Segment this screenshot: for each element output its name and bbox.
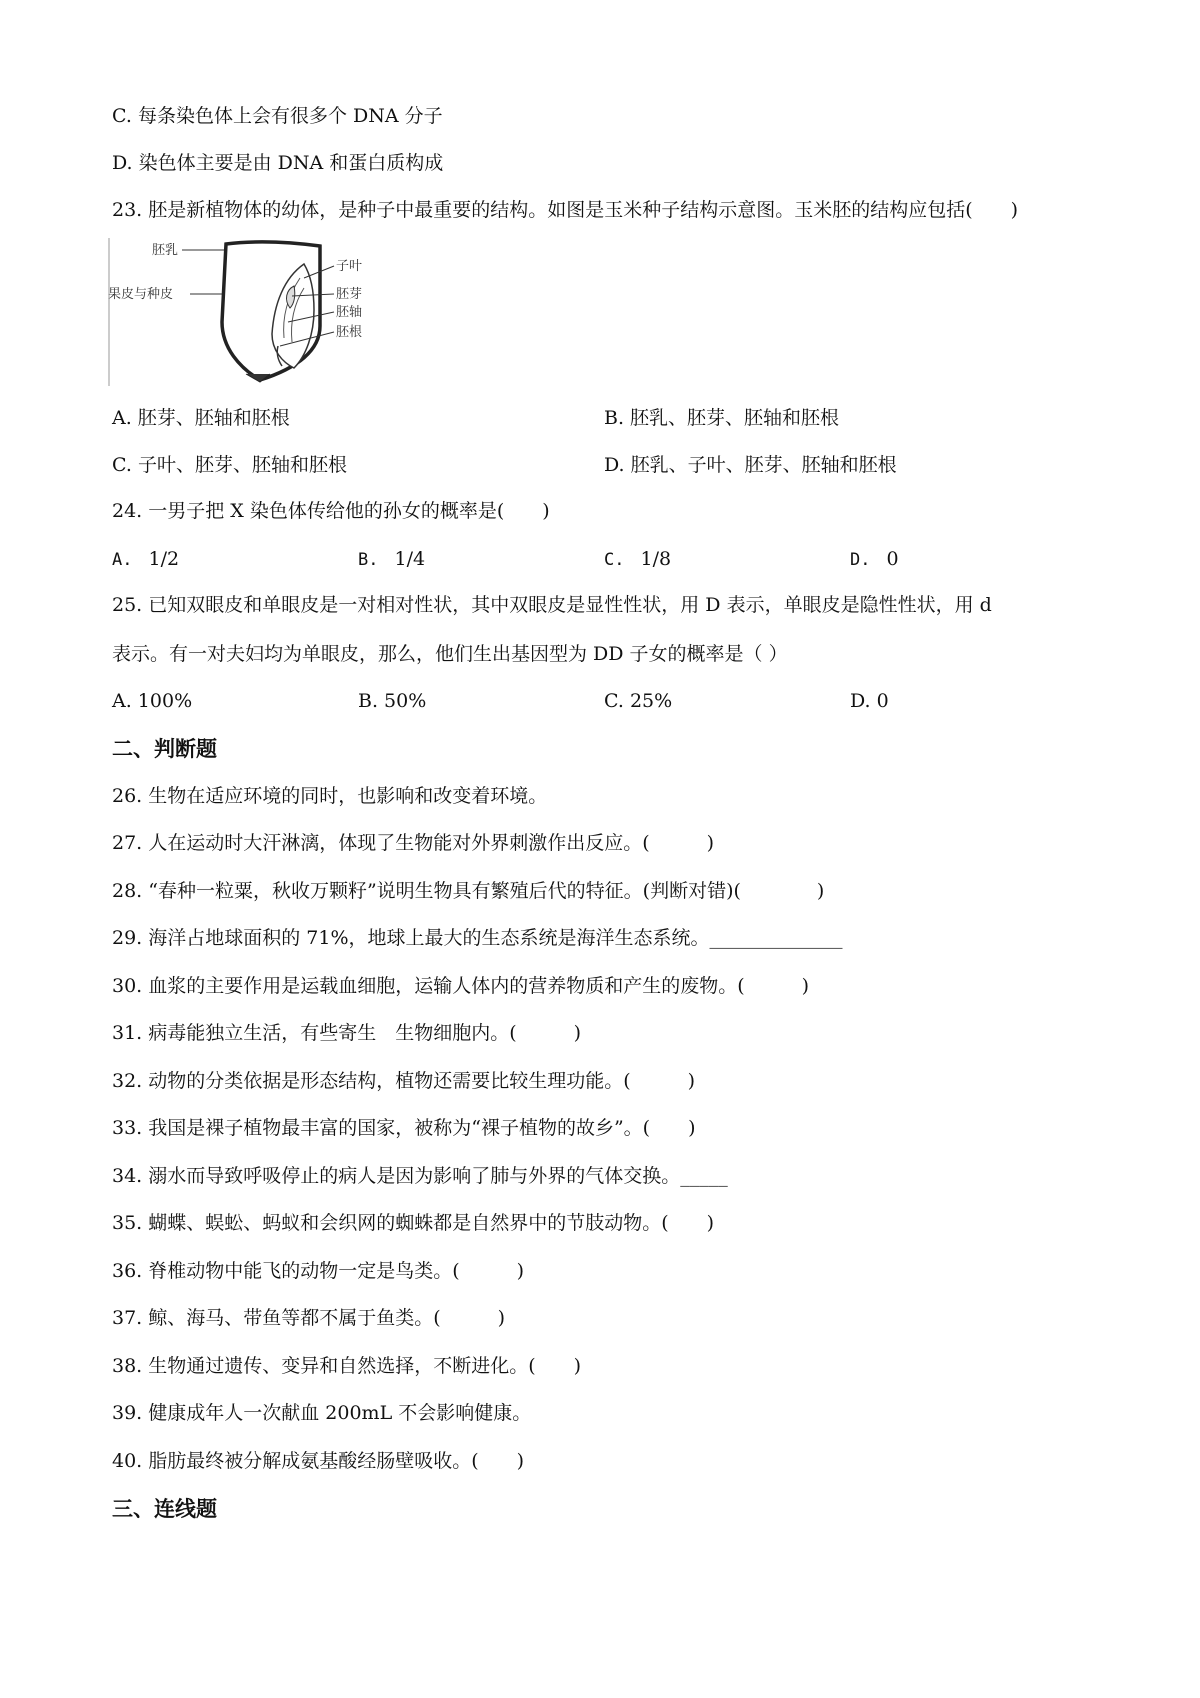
label-endosperm: 胚乳 [152, 243, 179, 258]
q24-option-c [604, 546, 671, 573]
q24-stem: 24. 一男子把 X 染色体传给他的孙女的概率是( ) [112, 500, 550, 522]
q23-option-c: C. 子叶、胚芽、胚轴和胚根 [112, 454, 347, 476]
label-seed-coat: 果皮与种皮 [108, 287, 174, 302]
judgement-item-38: 38. 生物通过遗传、变异和自然选择，不断进化。( ) [112, 1355, 582, 1377]
q24-option-b-letter: B. [358, 550, 379, 570]
corn-seed-diagram [108, 238, 380, 388]
q25-option-b: B. 50% [358, 690, 427, 712]
q22-option-d: D. 染色体主要是由 DNA 和蛋白质构成 [112, 152, 444, 174]
q23-option-b: B. 胚乳、胚芽、胚轴和胚根 [604, 407, 840, 429]
q25-stem-line1: 25. 已知双眼皮和单眼皮是一对相对性状，其中双眼皮是显性性状，用 D 表示，单眼皮是隐性性状，用 d [112, 594, 992, 616]
judgement-item-28: 28. “春种一粒粟，秋收万颗籽”说明生物具有繁殖后代的特征。(判断对错)( ) [112, 880, 825, 902]
judgement-item-35: 35. 蝴蝶、蜈蚣、蚂蚁和会织网的蜘蛛都是自然界中的节肢动物。( ) [112, 1212, 715, 1234]
q24-option-a [112, 546, 179, 573]
judgement-item-40: 40. 脂肪最终被分解成氨基酸经肠壁吸收。( ) [112, 1450, 525, 1472]
q23-option-d: D. 胚乳、子叶、胚芽、胚轴和胚根 [604, 454, 897, 476]
q22-option-c: C. 每条染色体上会有很多个 DNA 分子 [112, 105, 443, 127]
q24-option-a-letter: A. [112, 550, 133, 570]
judgement-item-26: 26. 生物在适应环境的同时，也影响和改变着环境。 [112, 785, 548, 807]
q23-stem: 23. 胚是新植物体的幼体，是种子中最重要的结构。如图是玉米种子结构示意图。玉米胚的结构应包括( ) [112, 199, 1019, 221]
q25-option-c: C. 25% [604, 690, 673, 712]
q24-option-a-value: 1/2 [148, 548, 180, 570]
label-cotyledon: 子叶 [336, 259, 363, 274]
section-3-title: 三、连线题 [112, 1497, 217, 1521]
q24-option-b-value: 1/4 [394, 548, 426, 570]
label-hypocotyl: 胚轴 [336, 305, 363, 320]
judgement-item-27: 27. 人在运动时大汗淋漓，体现了生物能对外界刺激作出反应。( ) [112, 832, 715, 854]
judgement-item-31: 31. 病毒能独立生活，有些寄生 生物细胞内。( ) [112, 1022, 582, 1044]
judgement-item-29: 29. 海洋占地球面积的 71%，地球上最大的生态系统是海洋生态系统。______________ [112, 927, 843, 949]
label-plumule: 胚芽 [336, 287, 363, 302]
q24-option-c-value: 1/8 [640, 548, 672, 570]
q24-option-c-letter: C. [604, 550, 625, 570]
judgement-item-34: 34. 溺水而导致呼吸停止的病人是因为影响了肺与外界的气体交换。_____ [112, 1165, 728, 1187]
q24-option-d-value: 0 [886, 548, 899, 570]
q24-option-d [850, 546, 899, 573]
label-radicle: 胚根 [336, 325, 363, 340]
q24-option-b [358, 546, 425, 573]
q25-option-d: D. 0 [850, 690, 889, 712]
judgement-item-33: 33. 我国是裸子植物最丰富的国家，被称为“裸子植物的故乡”。( ) [112, 1117, 696, 1139]
judgement-item-30: 30. 血浆的主要作用是运载血细胞，运输人体内的营养物质和产生的废物。( ) [112, 975, 810, 997]
judgement-item-37: 37. 鲸、海马、带鱼等都不属于鱼类。( ) [112, 1307, 506, 1329]
q24-option-d-letter: D. [850, 550, 871, 570]
section-2-title: 二、判断题 [112, 737, 217, 761]
judgement-item-39: 39. 健康成年人一次献血 200mL 不会影响健康。 [112, 1402, 532, 1424]
q25-option-a: A. 100% [112, 690, 193, 712]
q23-option-a: A. 胚芽、胚轴和胚根 [112, 407, 290, 429]
q25-stem-line2: 表示。有一对夫妇均为单眼皮，那么，他们生出基因型为 DD 子女的概率是（ ） [112, 643, 788, 665]
judgement-item-32: 32. 动物的分类依据是形态结构，植物还需要比较生理功能。( ) [112, 1070, 696, 1092]
judgement-item-36: 36. 脊椎动物中能飞的动物一定是鸟类。( ) [112, 1260, 525, 1282]
